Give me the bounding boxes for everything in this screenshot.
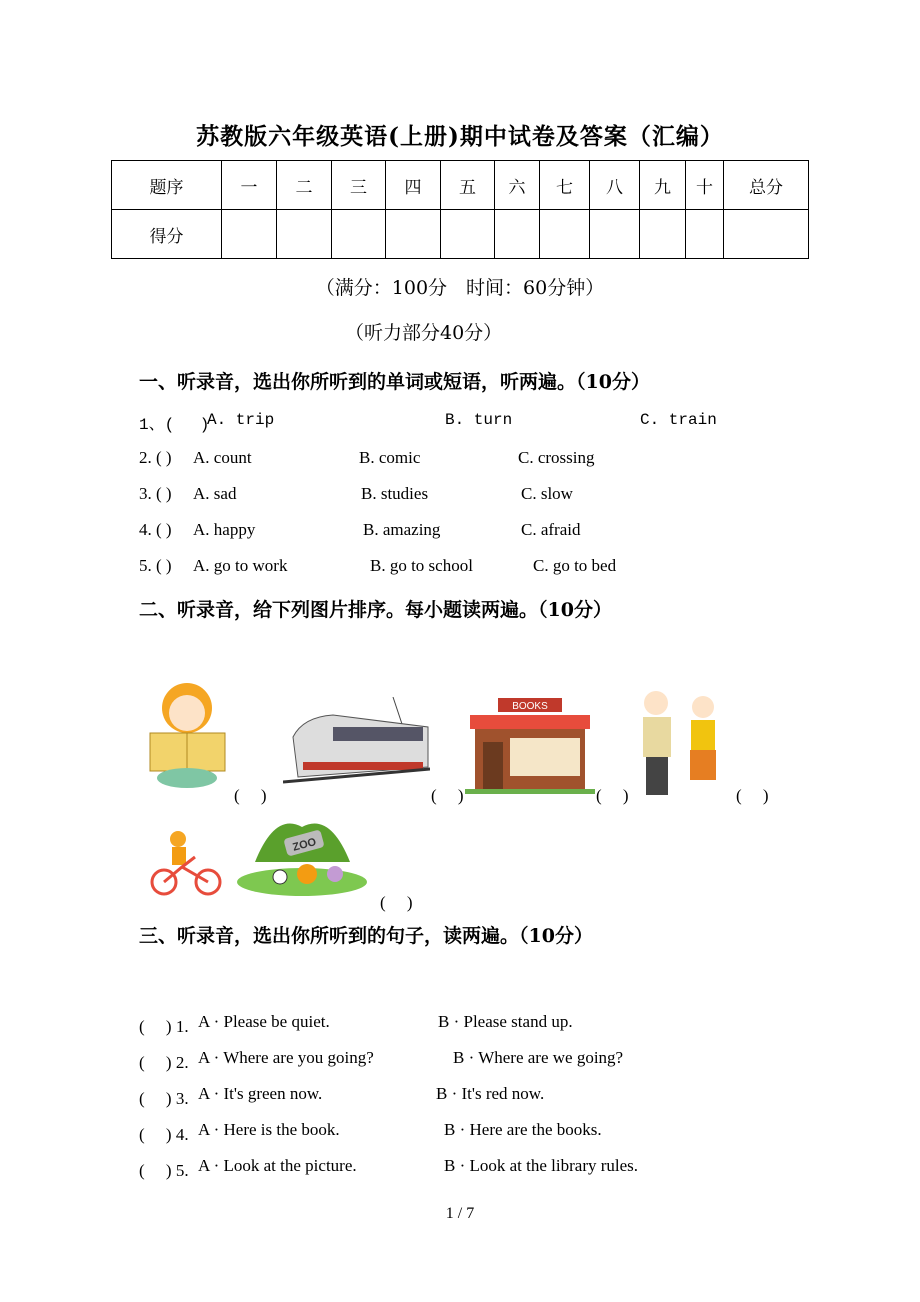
answer-bracket-5[interactable]: ( ) bbox=[380, 893, 413, 912]
section-3-heading: 三、听录音，选出你所听到的句子，读两遍。（10分） bbox=[139, 925, 593, 947]
score-table bbox=[111, 160, 809, 259]
answer-bracket-4[interactable]: ( ) bbox=[736, 786, 769, 805]
s3-q3-b: B · It's red now. bbox=[436, 1084, 545, 1103]
page-title: 苏教版六年级英语(上册)期中试卷及答案（汇编） bbox=[196, 123, 724, 150]
score-input[interactable] bbox=[332, 210, 386, 259]
s3-q5-b: B · Look at the library rules. bbox=[444, 1156, 639, 1175]
zoo-sign: ZOO bbox=[291, 836, 318, 854]
q3-b: B. studies bbox=[361, 484, 429, 503]
s3-q1-num: ( ) 1. bbox=[139, 1017, 189, 1036]
q5-b: B. go to school bbox=[370, 556, 473, 575]
score-input[interactable] bbox=[640, 210, 686, 259]
bookstore-sign: BOOKS bbox=[512, 701, 548, 712]
girl-cycling-image bbox=[150, 827, 225, 899]
section-2-heading: 二、听录音，给下列图片排序。每小题读两遍。（10分） bbox=[139, 599, 612, 621]
table-row bbox=[112, 210, 809, 259]
table-cell: 一 bbox=[222, 161, 277, 210]
q1-num: 1、( ) bbox=[139, 416, 210, 434]
table-cell: 八 bbox=[590, 161, 640, 210]
table-cell: 十 bbox=[686, 161, 724, 210]
table-cell: 七 bbox=[540, 161, 590, 210]
s3-q5-a: A · Look at the picture. bbox=[198, 1156, 357, 1175]
q2-b: B. comic bbox=[359, 448, 421, 467]
q4-c: C. afraid bbox=[521, 520, 581, 539]
s3-q2-b: B · Where are we going? bbox=[453, 1048, 624, 1067]
s3-q3-num: ( ) 3. bbox=[139, 1089, 189, 1108]
q5-c: C. go to bed bbox=[533, 556, 617, 575]
s3-q4-b: B · Here are the books. bbox=[444, 1120, 602, 1139]
answer-bracket-3[interactable]: ( ) bbox=[596, 786, 629, 805]
q2-c: C. crossing bbox=[518, 448, 595, 467]
table-cell: 二 bbox=[277, 161, 332, 210]
listening-label: （听力部分40分） bbox=[345, 322, 503, 344]
table-cell: 总分 bbox=[724, 161, 809, 210]
answer-bracket-2[interactable]: ( ) bbox=[431, 786, 464, 805]
q3-a: A. sad bbox=[193, 484, 237, 503]
table-cell: 九 bbox=[640, 161, 686, 210]
q2-a: A. count bbox=[193, 448, 252, 467]
s3-q1-a: A · Please be quiet. bbox=[198, 1012, 330, 1031]
score-input[interactable] bbox=[386, 210, 441, 259]
page-number: 1 / 7 bbox=[445, 1205, 475, 1222]
score-input[interactable] bbox=[277, 210, 332, 259]
q5-a: A. go to work bbox=[193, 556, 288, 575]
s3-q2-num: ( ) 2. bbox=[139, 1053, 189, 1072]
q3-c: C. slow bbox=[521, 484, 573, 503]
table-cell: 六 bbox=[495, 161, 540, 210]
s3-q4-a: A · Here is the book. bbox=[198, 1120, 340, 1139]
table-row bbox=[112, 161, 809, 210]
score-input[interactable] bbox=[590, 210, 640, 259]
grandparents-image bbox=[633, 685, 728, 797]
q4-a: A. happy bbox=[193, 520, 256, 539]
score-input[interactable] bbox=[686, 210, 724, 259]
s3-q3-a: A · It's green now. bbox=[198, 1084, 323, 1103]
zoo-image bbox=[235, 812, 370, 897]
q4-b: B. amazing bbox=[363, 520, 441, 539]
s3-q4-num: ( ) 4. bbox=[139, 1125, 189, 1144]
table-cell: 题序 bbox=[112, 161, 222, 210]
s3-q5-num: ( ) 5. bbox=[139, 1161, 189, 1180]
s3-q1-b: B · Please stand up. bbox=[438, 1012, 573, 1031]
table-cell: 五 bbox=[441, 161, 495, 210]
q1-b: B. turn bbox=[445, 411, 513, 429]
score-input[interactable] bbox=[222, 210, 277, 259]
score-input[interactable] bbox=[441, 210, 495, 259]
table-cell: 四 bbox=[386, 161, 441, 210]
q5-num: 5. ( ) bbox=[139, 556, 172, 575]
q1-c: C. train bbox=[640, 411, 717, 429]
score-input[interactable] bbox=[724, 210, 809, 259]
girl-reading-image bbox=[145, 678, 230, 793]
exam-meta: （满分：100分 时间：60分钟） bbox=[315, 277, 605, 299]
score-input[interactable] bbox=[540, 210, 590, 259]
answer-bracket-1[interactable]: ( ) bbox=[234, 786, 267, 805]
score-input[interactable] bbox=[495, 210, 540, 259]
q3-num: 3. ( ) bbox=[139, 484, 172, 503]
table-cell: 得分 bbox=[112, 210, 222, 259]
bookstore-image bbox=[465, 690, 595, 795]
table-cell: 三 bbox=[332, 161, 386, 210]
q4-num: 4. ( ) bbox=[139, 520, 172, 539]
q1-a: A. trip bbox=[207, 411, 275, 429]
section-1-heading: 一、听录音，选出你所听到的单词或短语，听两遍。（10分） bbox=[139, 371, 650, 393]
s3-q2-a: A · Where are you going? bbox=[198, 1048, 374, 1067]
tram-image bbox=[283, 697, 430, 787]
q2-num: 2. ( ) bbox=[139, 448, 172, 467]
